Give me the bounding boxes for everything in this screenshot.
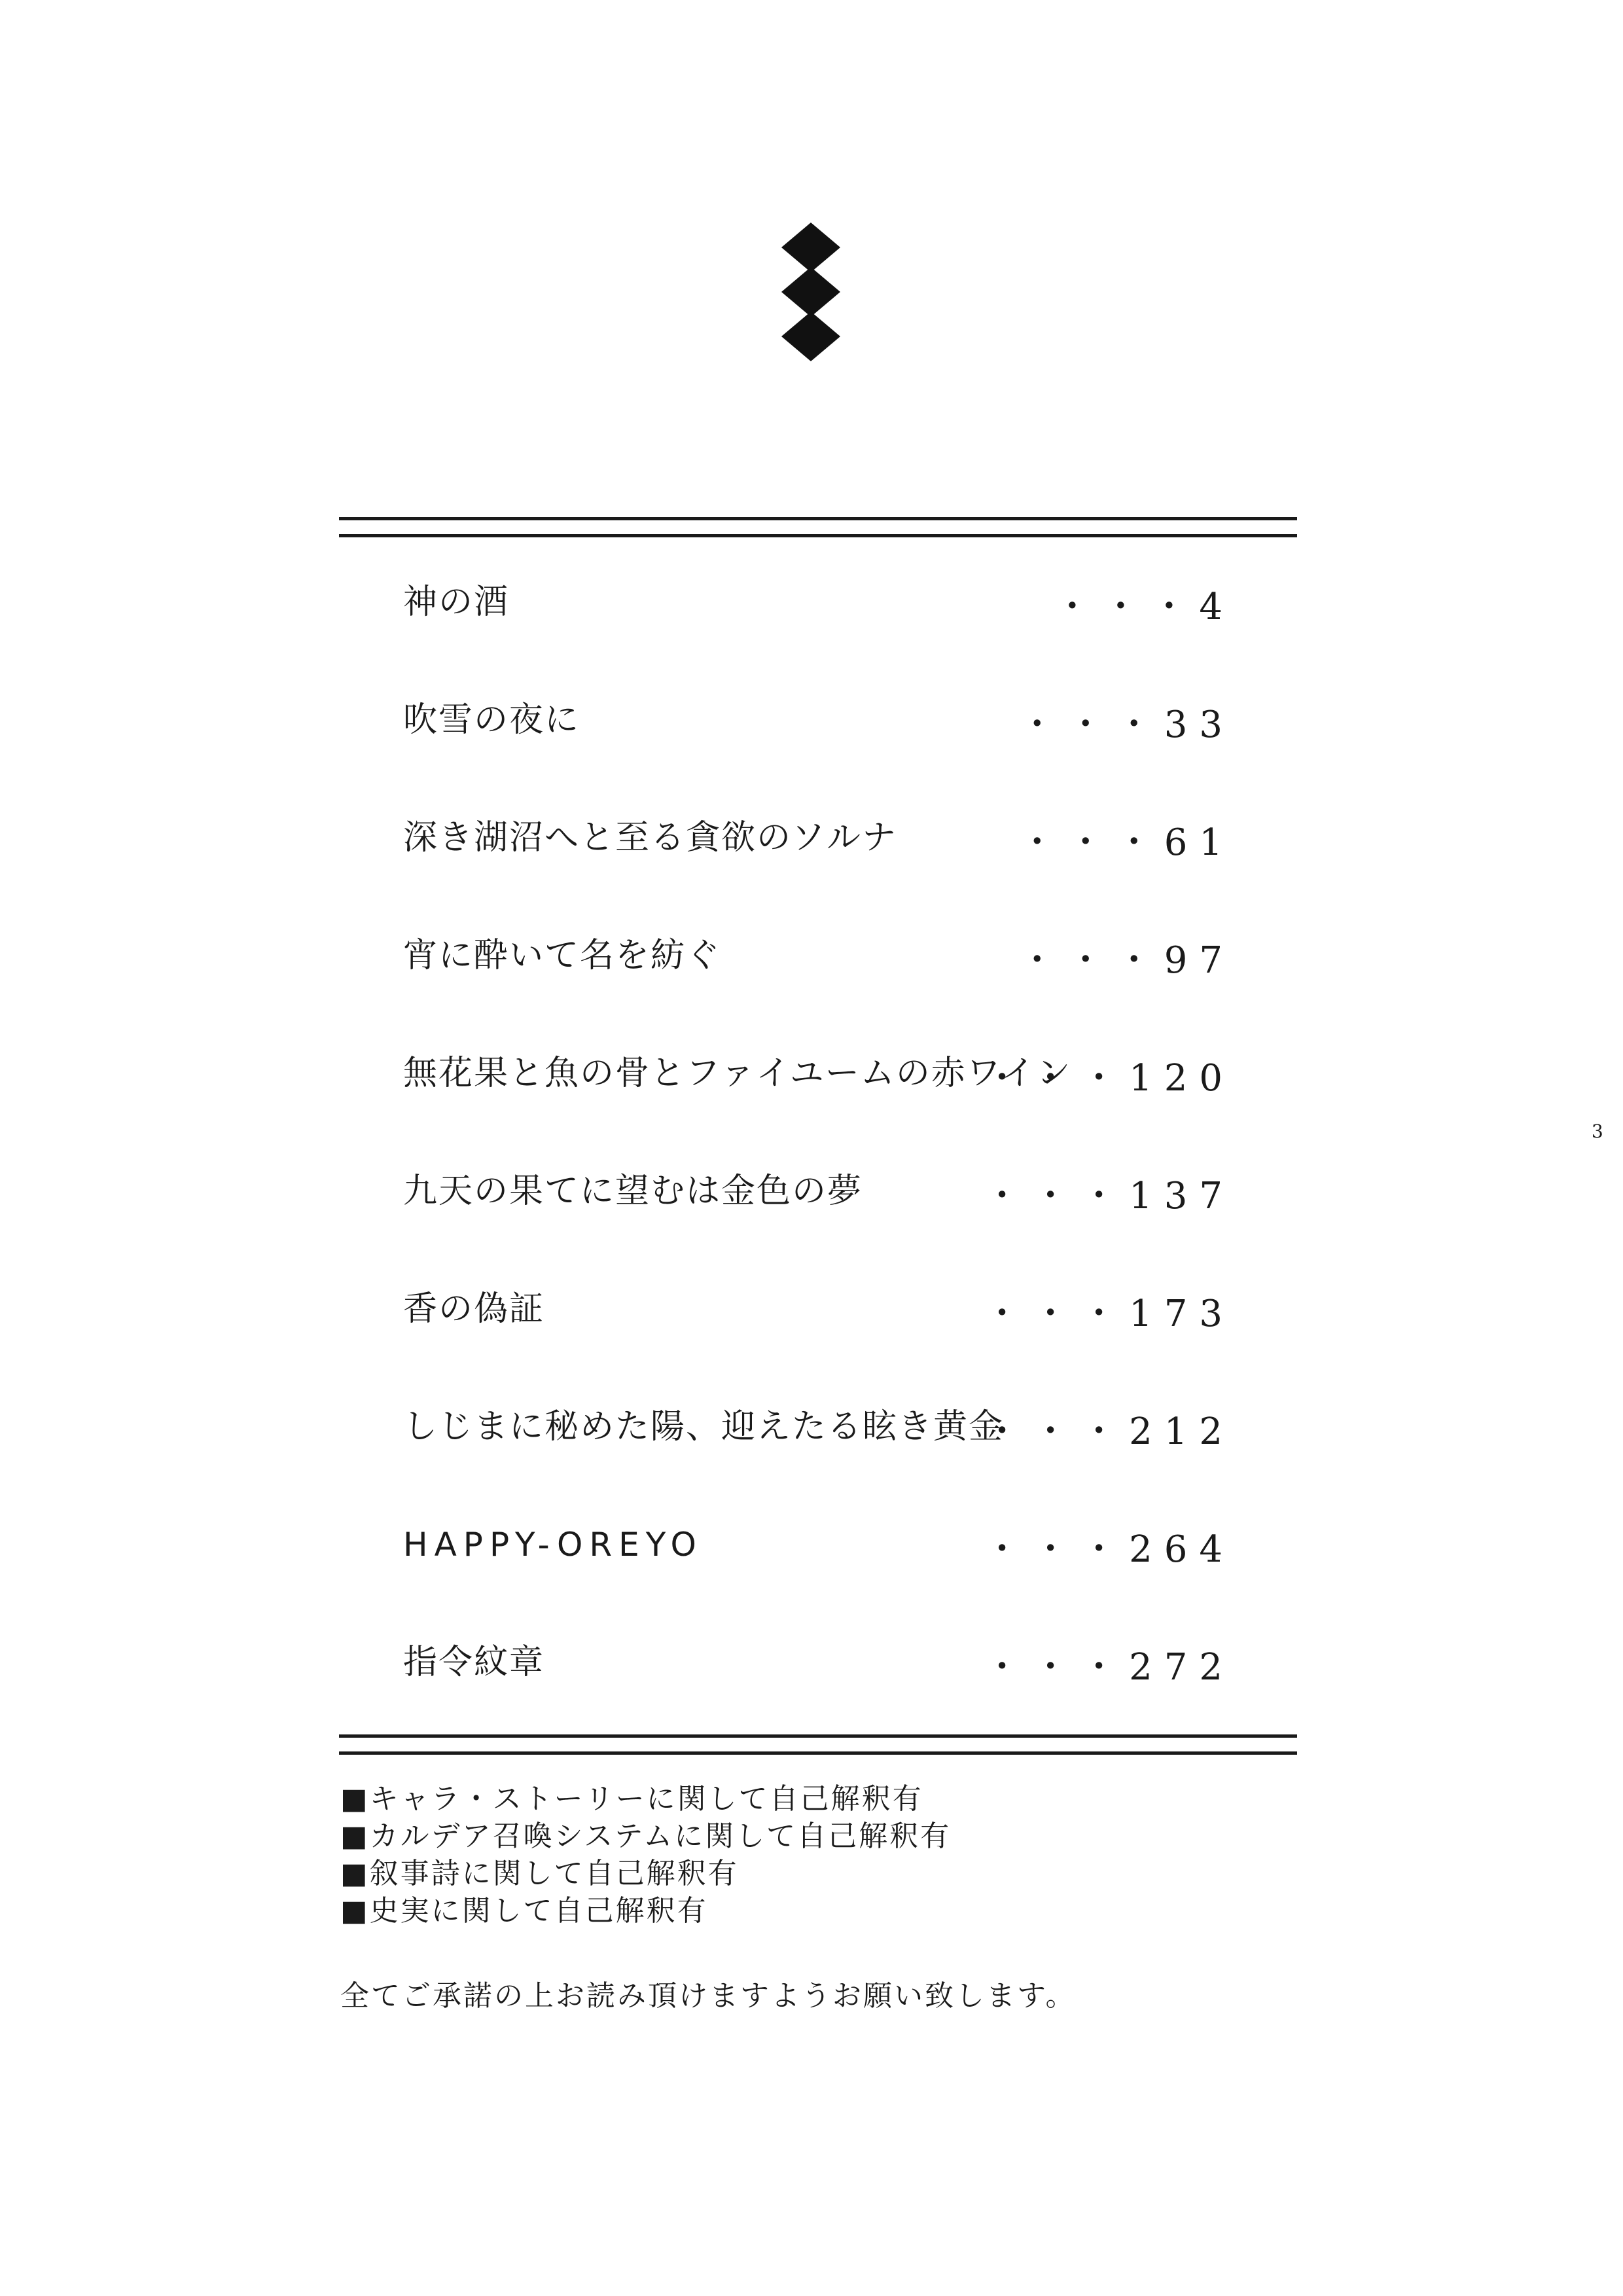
toc-entry-title: 香の偽証 (403, 1289, 545, 1329)
toc-entry-title: 神の酒 (403, 583, 510, 622)
note-item: ■カルデア召喚システムに関して自己解釈有 (340, 1820, 952, 1853)
closing-note: 全てご承諾の上お読み頂けますようお願い致します。 (340, 1979, 1077, 2013)
table-of-contents (403, 576, 1234, 1754)
bottom-double-rule (339, 1734, 1297, 1758)
top-double-rule (339, 517, 1297, 541)
toc-entry[interactable] (403, 1283, 1234, 1401)
toc-entry[interactable] (403, 1047, 1234, 1165)
page-number: 3 (1592, 1121, 1603, 1142)
toc-entry[interactable] (403, 812, 1234, 929)
toc-entry-title: 深き湖沼へと至る貪欲のソルナ (403, 818, 897, 857)
toc-entry-page: ・・・137 (984, 1175, 1234, 1217)
toc-entry-page: ・・・4 (1054, 586, 1234, 628)
toc-entry[interactable] (403, 929, 1234, 1047)
toc-entry[interactable] (403, 694, 1234, 812)
note-item: ■史実に関して自己解釈有 (340, 1894, 708, 1928)
toc-entry-title: 九天の果てに望むは金色の夢 (403, 1172, 863, 1211)
toc-entry-page: ・・・272 (984, 1646, 1234, 1689)
toc-entry[interactable] (403, 1401, 1234, 1518)
toc-entry-page: ・・・33 (1018, 704, 1234, 746)
toc-entry-title: 宵に酔いて名を紡ぐ (403, 936, 722, 975)
toc-entry-title: しじまに秘めた陽、迎えたる眩き黄金 (403, 1407, 1005, 1446)
toc-entry-page: ・・・97 (1018, 939, 1234, 982)
toc-entry-page: ・・・61 (1018, 821, 1234, 864)
toc-entry-title: 吹雪の夜に (403, 700, 580, 740)
note-item: ■叙事詩に関して自己解釈有 (340, 1857, 739, 1890)
toc-entry-page: ・・・212 (984, 1410, 1234, 1453)
toc-entry-title: 無花果と魚の骨とファイユームの赤ワイン (403, 1054, 1072, 1093)
toc-entry-page: ・・・173 (984, 1293, 1234, 1335)
toc-entry-title: HAPPY-OREYO (403, 1526, 703, 1564)
diamond-ornament-icon (775, 223, 847, 367)
toc-entry[interactable] (403, 1518, 1234, 1636)
toc-entry[interactable] (403, 1165, 1234, 1283)
notes-list (340, 1780, 951, 1929)
toc-entry[interactable] (403, 576, 1234, 694)
note-item: ■キャラ・ストーリーに関して自己解釈有 (340, 1782, 923, 1816)
toc-entry-page: ・・・120 (984, 1057, 1234, 1100)
toc-entry-page: ・・・264 (984, 1528, 1234, 1571)
toc-entry-title: 指令紋章 (403, 1643, 545, 1682)
